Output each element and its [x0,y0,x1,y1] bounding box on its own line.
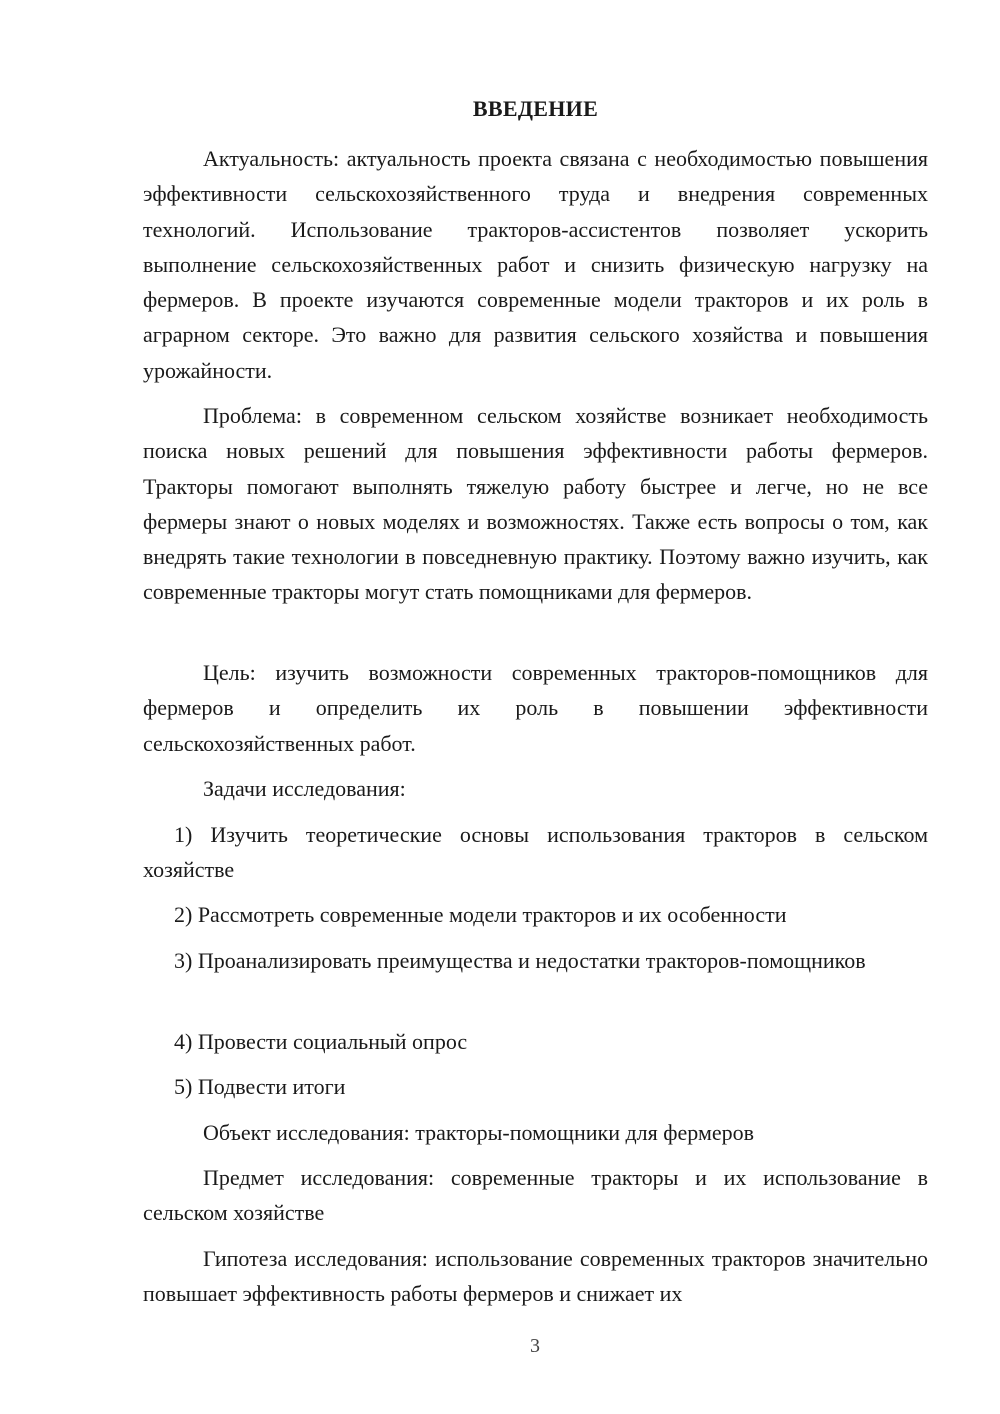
tasks-label: Задачи исследования: [203,776,406,801]
object-paragraph: Объект исследования: тракторы-помощники для фермеров [203,1120,755,1145]
relevance-paragraph: Актуальность: актуальность проекта связана с необходимостью повышения эффективности сельскохозяйственного труда и внедрения современных технологий. Использование тракторов-ассистентов позволяет ускорить выполнение сельскохозяйственных работ и снизить физическую нагрузку на фермеров. В проекте изучаются современные модели тракторов и их роль в аграрном секторе. Это важно для развития сельского хозяйства и повышения урожайности. [143,146,928,383]
task-item-2: 2) Рассмотреть современные модели тракторов и их особенности [174,902,787,927]
problem-paragraph: Проблема: в современном сельском хозяйстве возникает необходимость поиска новых решений для повышения эффективности работы фермеров. Тракторы помогают выполнять тяжелую работу быстрее и легче, но не все фермеры знают о новых моделях и возможностях. Также есть вопросы о том, как внедрять такие технологии в повседневную практику. Поэтому важно изучить, как современные тракторы могут стать помощниками для фермеров. [143,403,928,605]
page-number: 3 [530,1335,540,1357]
goal-paragraph: Цель: изучить возможности современных тракторов-помощников для фермеров и определить их роль в повышении эффективности сельскохозяйственных работ. [143,660,928,756]
subject-paragraph: Предмет исследования: современные тракторы и их использование в сельском хозяйстве [143,1165,928,1226]
task-item-4: 4) Провести социальный опрос [174,1029,468,1054]
task-item-1: 1) Изучить теоретические основы использования тракторов в сельском хозяйстве [143,822,928,883]
task-item-3: 3) Проанализировать преимущества и недостатки тракторов-помощников [174,948,866,973]
section-heading: ВВЕДЕНИЕ [472,96,599,121]
hypothesis-paragraph: Гипотеза исследования: использование современных тракторов значительно повышает эффективность работы фермеров и снижает их [143,1246,928,1307]
task-item-5: 5) Подвести итоги [174,1074,346,1099]
